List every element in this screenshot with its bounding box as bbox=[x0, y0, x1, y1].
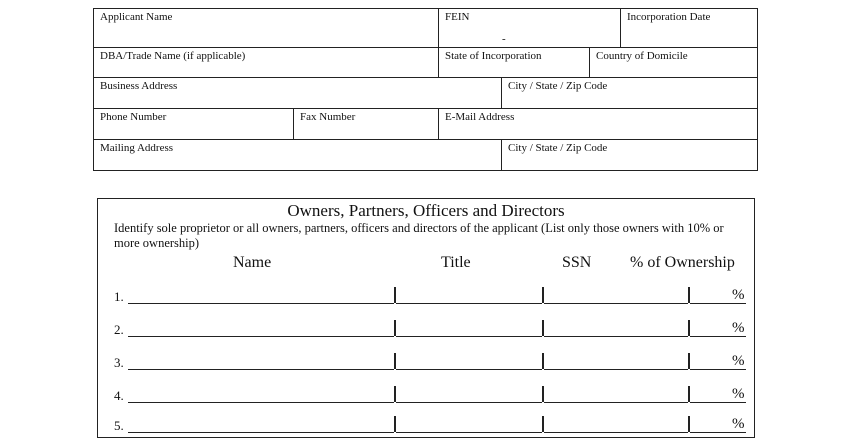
fein-label: FEIN bbox=[445, 11, 470, 23]
owner-row-number: 3. bbox=[114, 355, 124, 370]
owner-ssn-input[interactable] bbox=[544, 432, 688, 433]
owner-title-input[interactable] bbox=[396, 369, 542, 370]
owners-section-title: Owners, Partners, Officers and Directors bbox=[287, 201, 565, 220]
percent-sign: % bbox=[732, 386, 745, 402]
owner-title-input[interactable] bbox=[396, 303, 542, 304]
owner-name-input[interactable] bbox=[128, 432, 394, 433]
owner-row-number: 5. bbox=[114, 418, 124, 433]
owner-ssn-input[interactable] bbox=[544, 303, 688, 304]
state-of-incorporation-field[interactable] bbox=[438, 47, 590, 78]
business-address-field[interactable] bbox=[93, 77, 502, 109]
country-of-domicile-field[interactable] bbox=[589, 47, 758, 78]
name-column-header: Name bbox=[233, 254, 272, 271]
dba-trade-name-field[interactable] bbox=[93, 47, 439, 78]
column-divider bbox=[688, 353, 690, 369]
fax-number-label: Fax Number bbox=[300, 111, 356, 123]
column-divider bbox=[394, 320, 396, 336]
mailing-city-state-zip-field[interactable] bbox=[501, 139, 758, 171]
percent-sign: % bbox=[732, 353, 745, 369]
owner-ssn-input[interactable] bbox=[544, 369, 688, 370]
owner-row-number: 2. bbox=[114, 322, 124, 337]
title-column-header: Title bbox=[441, 254, 471, 271]
country-of-domicile-label: Country of Domicile bbox=[596, 50, 688, 62]
incorporation-date-field[interactable] bbox=[620, 8, 758, 48]
owner-ssn-input[interactable] bbox=[544, 336, 688, 337]
business-city-state-zip-label: City / State / Zip Code bbox=[508, 80, 608, 92]
phone-number-label: Phone Number bbox=[100, 111, 167, 123]
owner-name-input[interactable] bbox=[128, 369, 394, 370]
column-divider bbox=[688, 386, 690, 402]
column-divider bbox=[394, 353, 396, 369]
email-address-label: E-Mail Address bbox=[445, 111, 515, 123]
column-divider bbox=[688, 320, 690, 336]
owners-instructions: Identify sole proprietor or all owners, partners, officers and directors of the applicant (List only those owners with 10% or more ownership) bbox=[114, 221, 724, 250]
owner-name-input[interactable] bbox=[128, 402, 394, 403]
column-divider bbox=[688, 287, 690, 303]
dba-trade-name-label: DBA/Trade Name (if applicable) bbox=[100, 50, 246, 62]
owner-name-input[interactable] bbox=[128, 336, 394, 337]
owner-row-4 bbox=[114, 386, 754, 406]
column-divider bbox=[688, 416, 690, 432]
owners-section bbox=[97, 198, 755, 438]
owner-row-5 bbox=[114, 416, 754, 436]
column-divider bbox=[394, 416, 396, 432]
phone-number-field[interactable] bbox=[93, 108, 294, 140]
owner-title-input[interactable] bbox=[396, 432, 542, 433]
fein-field[interactable] bbox=[438, 8, 621, 48]
owner-row-2 bbox=[114, 320, 754, 340]
mailing-address-label: Mailing Address bbox=[100, 142, 174, 154]
owner-ssn-input[interactable] bbox=[544, 402, 688, 403]
owner-title-input[interactable] bbox=[396, 336, 542, 337]
owner-row-number: 4. bbox=[114, 388, 124, 403]
ownership-column-header: % of Ownership bbox=[630, 254, 735, 271]
fein-dash: - bbox=[502, 33, 506, 45]
owner-row-3 bbox=[114, 353, 754, 373]
column-divider bbox=[542, 386, 544, 402]
ssn-column-header: SSN bbox=[562, 254, 592, 271]
mailing-city-state-zip-label: City / State / Zip Code bbox=[508, 142, 608, 154]
owner-name-input[interactable] bbox=[128, 303, 394, 304]
column-divider bbox=[394, 287, 396, 303]
applicant-name-field[interactable] bbox=[93, 8, 439, 48]
owner-title-input[interactable] bbox=[396, 402, 542, 403]
business-city-state-zip-field[interactable] bbox=[501, 77, 758, 109]
owner-row-1 bbox=[114, 287, 754, 307]
fax-number-field[interactable] bbox=[293, 108, 439, 140]
column-divider bbox=[394, 386, 396, 402]
incorporation-date-label: Incorporation Date bbox=[627, 11, 711, 23]
percent-sign: % bbox=[732, 287, 745, 303]
column-divider bbox=[542, 416, 544, 432]
column-divider bbox=[542, 287, 544, 303]
applicant-name-label: Applicant Name bbox=[100, 11, 173, 23]
email-address-field[interactable] bbox=[438, 108, 758, 140]
state-of-incorporation-label: State of Incorporation bbox=[445, 50, 542, 62]
owner-row-number: 1. bbox=[114, 289, 124, 304]
percent-sign: % bbox=[732, 320, 745, 336]
mailing-address-field[interactable] bbox=[93, 139, 502, 171]
column-divider bbox=[542, 320, 544, 336]
percent-sign: % bbox=[732, 416, 745, 432]
column-divider bbox=[542, 353, 544, 369]
business-address-label: Business Address bbox=[100, 80, 178, 92]
